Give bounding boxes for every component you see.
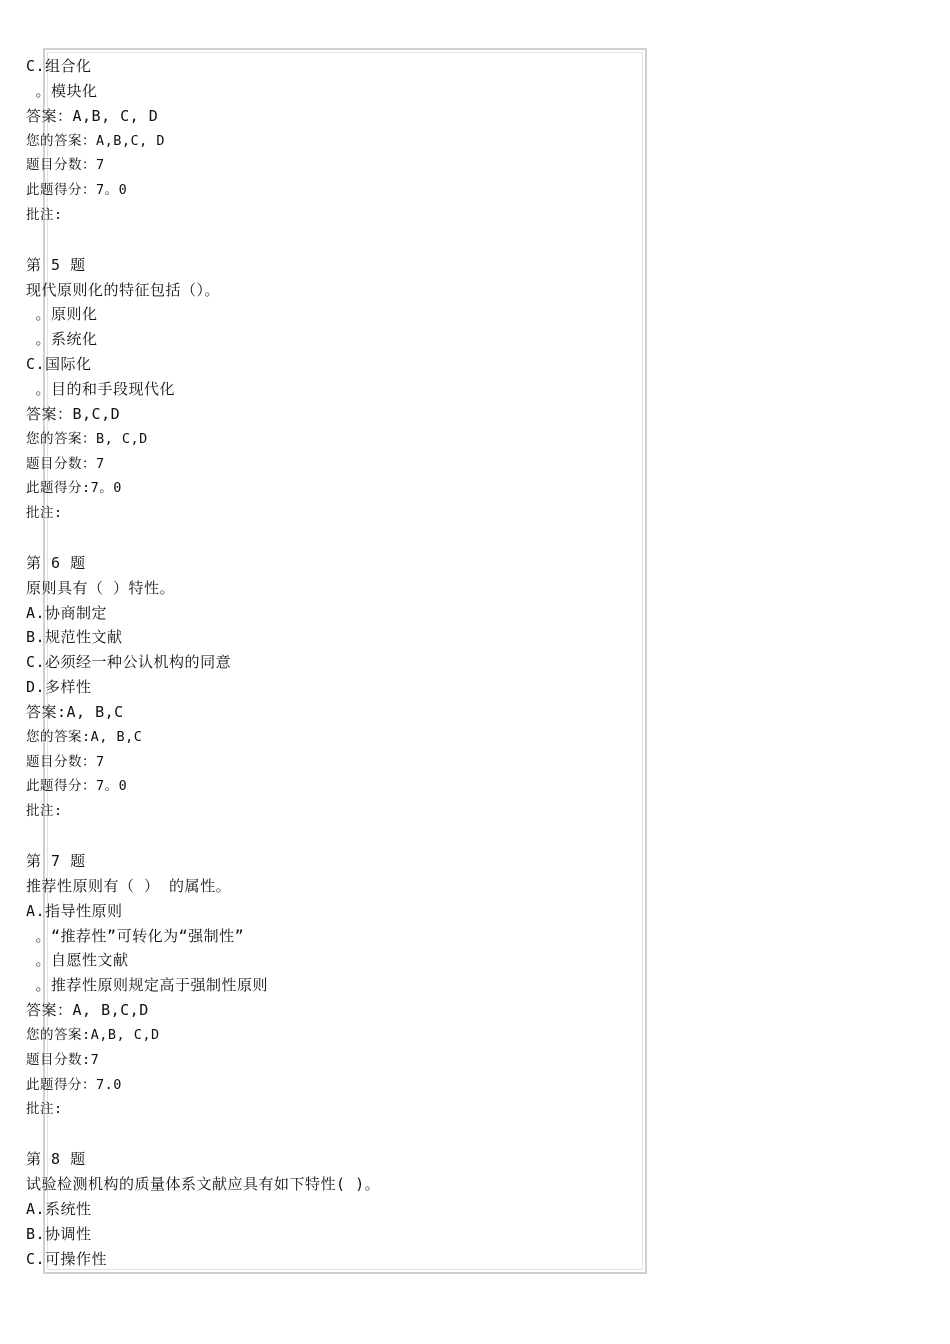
- your-answer: 您的答案：B, C,D: [26, 430, 148, 447]
- question-score: 此题得分：7。0: [26, 778, 128, 795]
- comment-label: 批注:: [26, 803, 63, 820]
- option-a: 。原则化: [26, 305, 98, 324]
- option-c: C.可操作性: [26, 1249, 108, 1268]
- comment-label: 批注:: [26, 505, 63, 522]
- comment-label: 批注:: [26, 1101, 63, 1118]
- option-a: A.协商制定: [26, 603, 108, 622]
- option-d: 。目的和手段现代化: [26, 379, 176, 398]
- question-heading: 第 8 题: [26, 1150, 86, 1169]
- correct-answer: 答案：A, B,C,D: [26, 1001, 149, 1020]
- your-answer: 您的答案:A, B,C: [26, 728, 143, 745]
- question-points: 题目分数:7: [26, 1051, 100, 1068]
- question-block-5: [26, 253, 646, 526]
- question-text: 试验检测机构的质量体系文献应具有如下特性( )。: [26, 1174, 381, 1193]
- option-b: B.协调性: [26, 1224, 92, 1243]
- question-score: 此题得分:7。0: [26, 480, 122, 497]
- question-heading: 第 6 题: [26, 553, 86, 572]
- correct-answer: 答案：A,B, C, D: [26, 106, 159, 125]
- question-block-4: [26, 54, 646, 228]
- comment-label: 批注:: [26, 207, 63, 224]
- question-text: 原则具有（ ）特性。: [26, 578, 176, 597]
- correct-answer: 答案：B,C,D: [26, 404, 121, 423]
- correct-answer: 答案:A, B,C: [26, 702, 124, 721]
- question-block-8: [26, 1147, 646, 1271]
- your-answer: 您的答案:A,B, C,D: [26, 1026, 160, 1043]
- question-score: 此题得分：7.0: [26, 1076, 122, 1093]
- option-b: 。系统化: [26, 330, 98, 349]
- spacer: [26, 824, 646, 849]
- your-answer: 您的答案：A,B,C, D: [26, 132, 166, 149]
- question-points: 题目分数：7: [26, 157, 105, 174]
- spacer: [26, 526, 646, 551]
- question-score: 此题得分：7。0: [26, 182, 128, 199]
- option-c: 。自愿性文献: [26, 951, 129, 970]
- question-heading: 第 7 题: [26, 852, 86, 870]
- question-block-6: [26, 551, 646, 824]
- question-points: 题目分数：7: [26, 753, 105, 770]
- option-b: B.规范性文献: [26, 628, 123, 647]
- option-a: A.系统性: [26, 1199, 92, 1218]
- question-text: 推荐性原则有（ ） 的属性。: [26, 876, 232, 895]
- option-a: A.指导性原则: [26, 901, 123, 920]
- spacer: [26, 228, 646, 253]
- option-c: C.必须经一种公认机构的同意: [26, 653, 232, 672]
- option-d: D.多样性: [26, 678, 92, 697]
- option-c: C.组合化: [26, 57, 92, 75]
- option-b: 。“推荐性”可转化为“强制性”: [26, 926, 245, 945]
- quiz-content: [26, 54, 646, 1271]
- spacer: [26, 1122, 646, 1147]
- question-points: 题目分数：7: [26, 455, 105, 472]
- question-block-7: [26, 849, 646, 1122]
- option-d: 。模块化: [26, 81, 98, 100]
- option-c: C.国际化: [26, 355, 92, 374]
- question-heading: 第 5 题: [26, 255, 86, 274]
- option-d: 。推荐性原则规定高于强制性原则: [26, 976, 269, 995]
- question-text: 现代原则化的特征包括（）。: [26, 280, 221, 299]
